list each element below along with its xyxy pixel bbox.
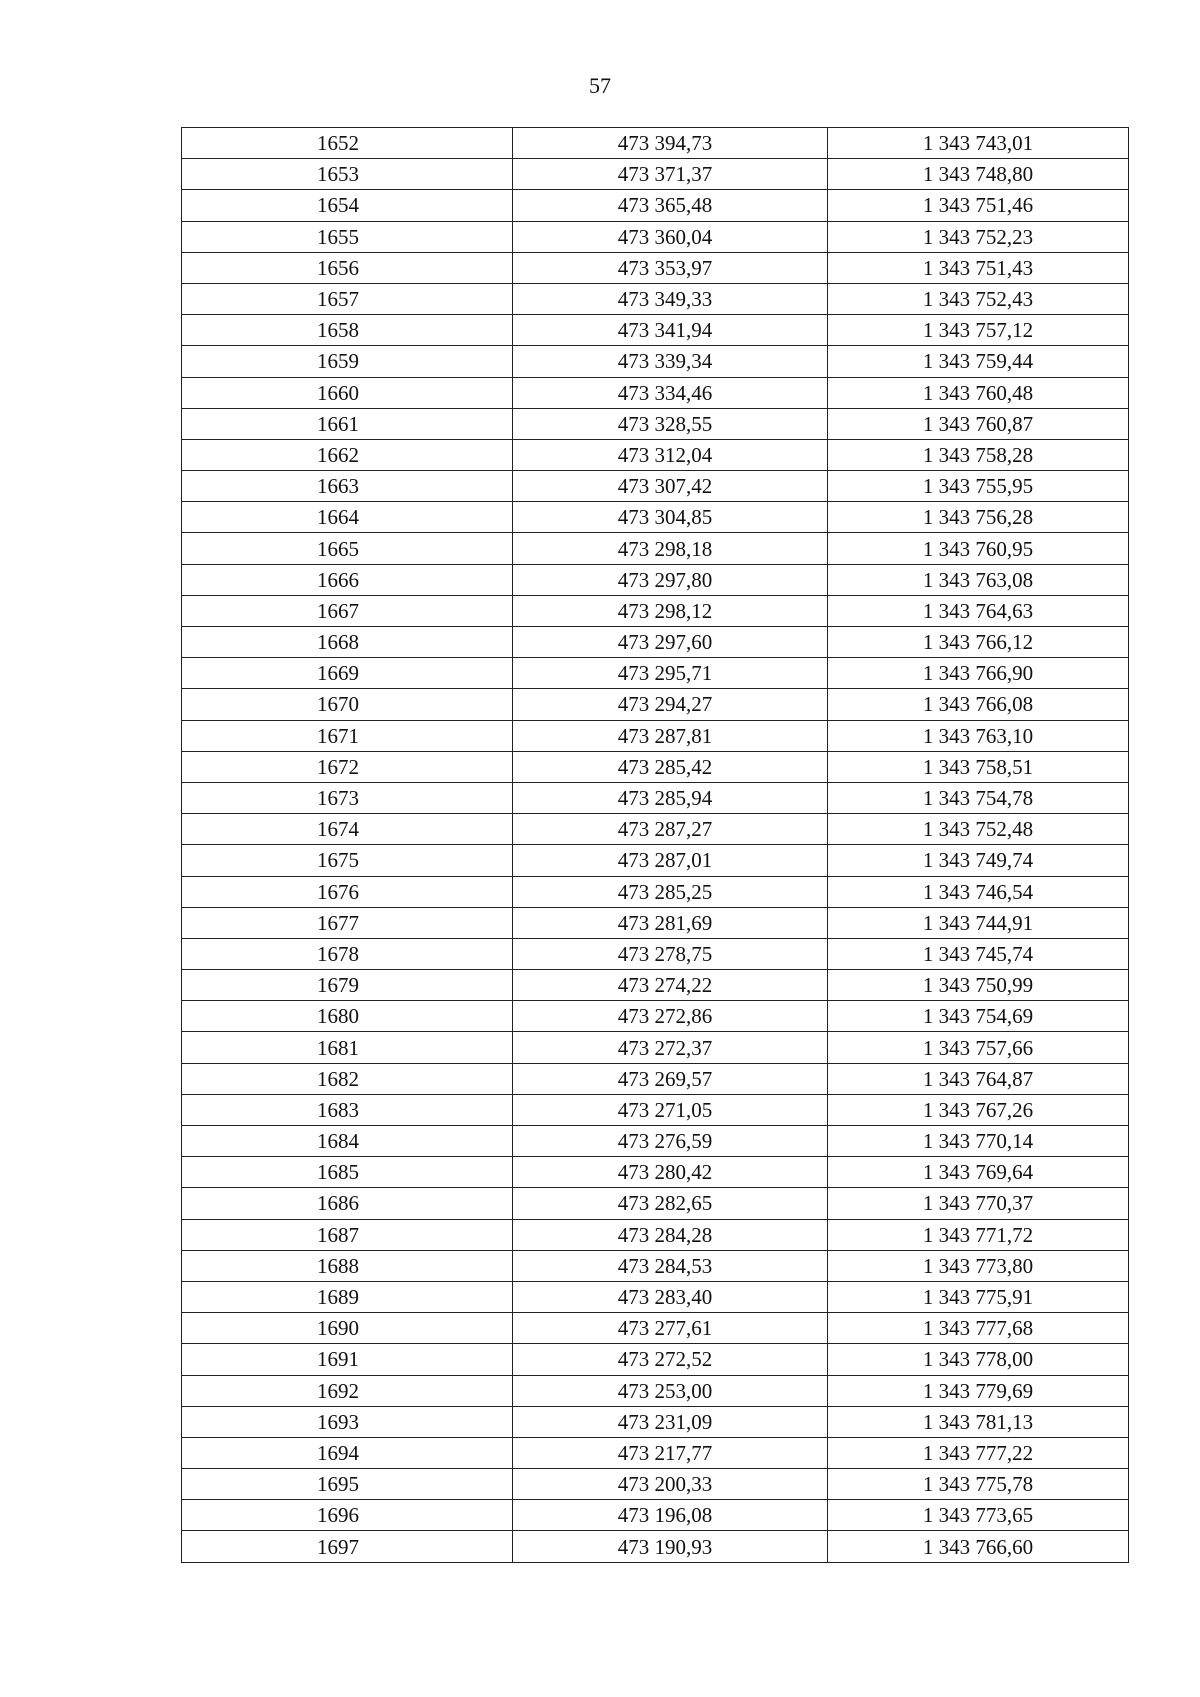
x-coordinate-cell: 473 328,55 [513,408,828,439]
table-row [182,408,1129,439]
y-coordinate-cell: 1 343 766,08 [828,689,1129,720]
x-coordinate-cell: 473 312,04 [513,439,828,470]
point-number-cell: 1675 [182,845,513,876]
table-row [182,377,1129,408]
y-coordinate-cell: 1 343 748,80 [828,159,1129,190]
x-coordinate-cell: 473 297,60 [513,627,828,658]
y-coordinate-cell: 1 343 744,91 [828,907,1129,938]
point-number-cell: 1694 [182,1437,513,1468]
table-row [182,751,1129,782]
point-number-cell: 1683 [182,1094,513,1125]
point-number-cell: 1686 [182,1188,513,1219]
x-coordinate-cell: 473 253,00 [513,1375,828,1406]
y-coordinate-cell: 1 343 763,10 [828,720,1129,751]
point-number-cell: 1668 [182,627,513,658]
y-coordinate-cell: 1 343 767,26 [828,1094,1129,1125]
point-number-cell: 1687 [182,1219,513,1250]
point-number-cell: 1680 [182,1001,513,1032]
y-coordinate-cell: 1 343 751,43 [828,252,1129,283]
x-coordinate-cell: 473 287,81 [513,720,828,751]
point-number-cell: 1692 [182,1375,513,1406]
table-row [182,471,1129,502]
point-number-cell: 1684 [182,1126,513,1157]
table-row [182,1032,1129,1063]
point-number-cell: 1657 [182,283,513,314]
x-coordinate-cell: 473 294,27 [513,689,828,720]
table-row [182,1001,1129,1032]
x-coordinate-cell: 473 284,28 [513,1219,828,1250]
x-coordinate-cell: 473 307,42 [513,471,828,502]
table-row [182,1313,1129,1344]
table-row [182,627,1129,658]
table-row [182,595,1129,626]
x-coordinate-cell: 473 272,37 [513,1032,828,1063]
y-coordinate-cell: 1 343 769,64 [828,1157,1129,1188]
table-row [182,1281,1129,1312]
x-coordinate-cell: 473 297,80 [513,564,828,595]
y-coordinate-cell: 1 343 745,74 [828,938,1129,969]
table-row [182,1188,1129,1219]
x-coordinate-cell: 473 285,42 [513,751,828,782]
x-coordinate-cell: 473 349,33 [513,283,828,314]
point-number-cell: 1673 [182,782,513,813]
y-coordinate-cell: 1 343 773,80 [828,1250,1129,1281]
y-coordinate-cell: 1 343 766,90 [828,658,1129,689]
coordinates-table-body [182,128,1129,1563]
table-row [182,252,1129,283]
point-number-cell: 1690 [182,1313,513,1344]
point-number-cell: 1695 [182,1469,513,1500]
point-number-cell: 1659 [182,346,513,377]
y-coordinate-cell: 1 343 756,28 [828,502,1129,533]
y-coordinate-cell: 1 343 764,87 [828,1063,1129,1094]
x-coordinate-cell: 473 339,34 [513,346,828,377]
point-number-cell: 1672 [182,751,513,782]
x-coordinate-cell: 473 298,12 [513,595,828,626]
point-number-cell: 1664 [182,502,513,533]
x-coordinate-cell: 473 284,53 [513,1250,828,1281]
x-coordinate-cell: 473 272,52 [513,1344,828,1375]
table-row [182,1437,1129,1468]
point-number-cell: 1697 [182,1531,513,1562]
y-coordinate-cell: 1 343 773,65 [828,1500,1129,1531]
y-coordinate-cell: 1 343 766,60 [828,1531,1129,1562]
point-number-cell: 1670 [182,689,513,720]
y-coordinate-cell: 1 343 777,22 [828,1437,1129,1468]
table-row [182,845,1129,876]
x-coordinate-cell: 473 271,05 [513,1094,828,1125]
point-number-cell: 1656 [182,252,513,283]
point-number-cell: 1696 [182,1500,513,1531]
table-row [182,1157,1129,1188]
point-number-cell: 1674 [182,814,513,845]
x-coordinate-cell: 473 298,18 [513,533,828,564]
x-coordinate-cell: 473 281,69 [513,907,828,938]
table-row [182,128,1129,159]
x-coordinate-cell: 473 231,09 [513,1406,828,1437]
point-number-cell: 1678 [182,938,513,969]
y-coordinate-cell: 1 343 758,28 [828,439,1129,470]
y-coordinate-cell: 1 343 763,08 [828,564,1129,595]
x-coordinate-cell: 473 360,04 [513,221,828,252]
table-row [182,1500,1129,1531]
point-number-cell: 1677 [182,907,513,938]
table-row [182,720,1129,751]
point-number-cell: 1669 [182,658,513,689]
x-coordinate-cell: 473 217,77 [513,1437,828,1468]
point-number-cell: 1653 [182,159,513,190]
point-number-cell: 1667 [182,595,513,626]
point-number-cell: 1676 [182,876,513,907]
y-coordinate-cell: 1 343 778,00 [828,1344,1129,1375]
point-number-cell: 1662 [182,439,513,470]
x-coordinate-cell: 473 276,59 [513,1126,828,1157]
y-coordinate-cell: 1 343 775,78 [828,1469,1129,1500]
x-coordinate-cell: 473 200,33 [513,1469,828,1500]
table-row [182,346,1129,377]
y-coordinate-cell: 1 343 766,12 [828,627,1129,658]
point-number-cell: 1652 [182,128,513,159]
x-coordinate-cell: 473 280,42 [513,1157,828,1188]
y-coordinate-cell: 1 343 758,51 [828,751,1129,782]
table-row [182,1406,1129,1437]
y-coordinate-cell: 1 343 743,01 [828,128,1129,159]
x-coordinate-cell: 473 277,61 [513,1313,828,1344]
point-number-cell: 1666 [182,564,513,595]
y-coordinate-cell: 1 343 749,74 [828,845,1129,876]
table-row [182,1531,1129,1562]
table-row [182,938,1129,969]
y-coordinate-cell: 1 343 775,91 [828,1281,1129,1312]
coordinates-table [181,127,1129,1563]
table-row [182,1126,1129,1157]
point-number-cell: 1691 [182,1344,513,1375]
table-row [182,190,1129,221]
y-coordinate-cell: 1 343 751,46 [828,190,1129,221]
table-row [182,1344,1129,1375]
table-row [182,782,1129,813]
point-number-cell: 1660 [182,377,513,408]
y-coordinate-cell: 1 343 759,44 [828,346,1129,377]
x-coordinate-cell: 473 196,08 [513,1500,828,1531]
table-row [182,1250,1129,1281]
point-number-cell: 1663 [182,471,513,502]
table-row [182,1469,1129,1500]
page-number: 57 [589,73,611,98]
y-coordinate-cell: 1 343 746,54 [828,876,1129,907]
table-row [182,1063,1129,1094]
point-number-cell: 1661 [182,408,513,439]
y-coordinate-cell: 1 343 764,63 [828,595,1129,626]
y-coordinate-cell: 1 343 760,87 [828,408,1129,439]
point-number-cell: 1665 [182,533,513,564]
table-row [182,533,1129,564]
x-coordinate-cell: 473 287,01 [513,845,828,876]
x-coordinate-cell: 473 365,48 [513,190,828,221]
x-coordinate-cell: 473 295,71 [513,658,828,689]
x-coordinate-cell: 473 394,73 [513,128,828,159]
point-number-cell: 1693 [182,1406,513,1437]
x-coordinate-cell: 473 304,85 [513,502,828,533]
y-coordinate-cell: 1 343 752,43 [828,283,1129,314]
point-number-cell: 1655 [182,221,513,252]
y-coordinate-cell: 1 343 755,95 [828,471,1129,502]
table-row [182,1375,1129,1406]
point-number-cell: 1654 [182,190,513,221]
x-coordinate-cell: 473 269,57 [513,1063,828,1094]
y-coordinate-cell: 1 343 757,66 [828,1032,1129,1063]
y-coordinate-cell: 1 343 760,48 [828,377,1129,408]
y-coordinate-cell: 1 343 752,23 [828,221,1129,252]
point-number-cell: 1681 [182,1032,513,1063]
point-number-cell: 1679 [182,970,513,1001]
y-coordinate-cell: 1 343 754,78 [828,782,1129,813]
y-coordinate-cell: 1 343 750,99 [828,970,1129,1001]
y-coordinate-cell: 1 343 770,37 [828,1188,1129,1219]
x-coordinate-cell: 473 341,94 [513,315,828,346]
x-coordinate-cell: 473 282,65 [513,1188,828,1219]
table-row [182,1219,1129,1250]
x-coordinate-cell: 473 287,27 [513,814,828,845]
y-coordinate-cell: 1 343 771,72 [828,1219,1129,1250]
table-row [182,502,1129,533]
y-coordinate-cell: 1 343 781,13 [828,1406,1129,1437]
x-coordinate-cell: 473 353,97 [513,252,828,283]
point-number-cell: 1682 [182,1063,513,1094]
x-coordinate-cell: 473 285,25 [513,876,828,907]
x-coordinate-cell: 473 190,93 [513,1531,828,1562]
table-row [182,970,1129,1001]
y-coordinate-cell: 1 343 757,12 [828,315,1129,346]
y-coordinate-cell: 1 343 754,69 [828,1001,1129,1032]
table-row [182,315,1129,346]
table-row [182,564,1129,595]
point-number-cell: 1658 [182,315,513,346]
x-coordinate-cell: 473 371,37 [513,159,828,190]
y-coordinate-cell: 1 343 760,95 [828,533,1129,564]
table-row [182,814,1129,845]
table-row [182,907,1129,938]
table-row [182,1094,1129,1125]
table-row [182,221,1129,252]
x-coordinate-cell: 473 283,40 [513,1281,828,1312]
table-row [182,689,1129,720]
x-coordinate-cell: 473 272,86 [513,1001,828,1032]
point-number-cell: 1671 [182,720,513,751]
table-row [182,159,1129,190]
x-coordinate-cell: 473 278,75 [513,938,828,969]
x-coordinate-cell: 473 285,94 [513,782,828,813]
table-row [182,439,1129,470]
x-coordinate-cell: 473 274,22 [513,970,828,1001]
table-row [182,658,1129,689]
x-coordinate-cell: 473 334,46 [513,377,828,408]
point-number-cell: 1688 [182,1250,513,1281]
table-row [182,283,1129,314]
y-coordinate-cell: 1 343 752,48 [828,814,1129,845]
y-coordinate-cell: 1 343 777,68 [828,1313,1129,1344]
point-number-cell: 1689 [182,1281,513,1312]
y-coordinate-cell: 1 343 770,14 [828,1126,1129,1157]
y-coordinate-cell: 1 343 779,69 [828,1375,1129,1406]
table-row [182,876,1129,907]
point-number-cell: 1685 [182,1157,513,1188]
